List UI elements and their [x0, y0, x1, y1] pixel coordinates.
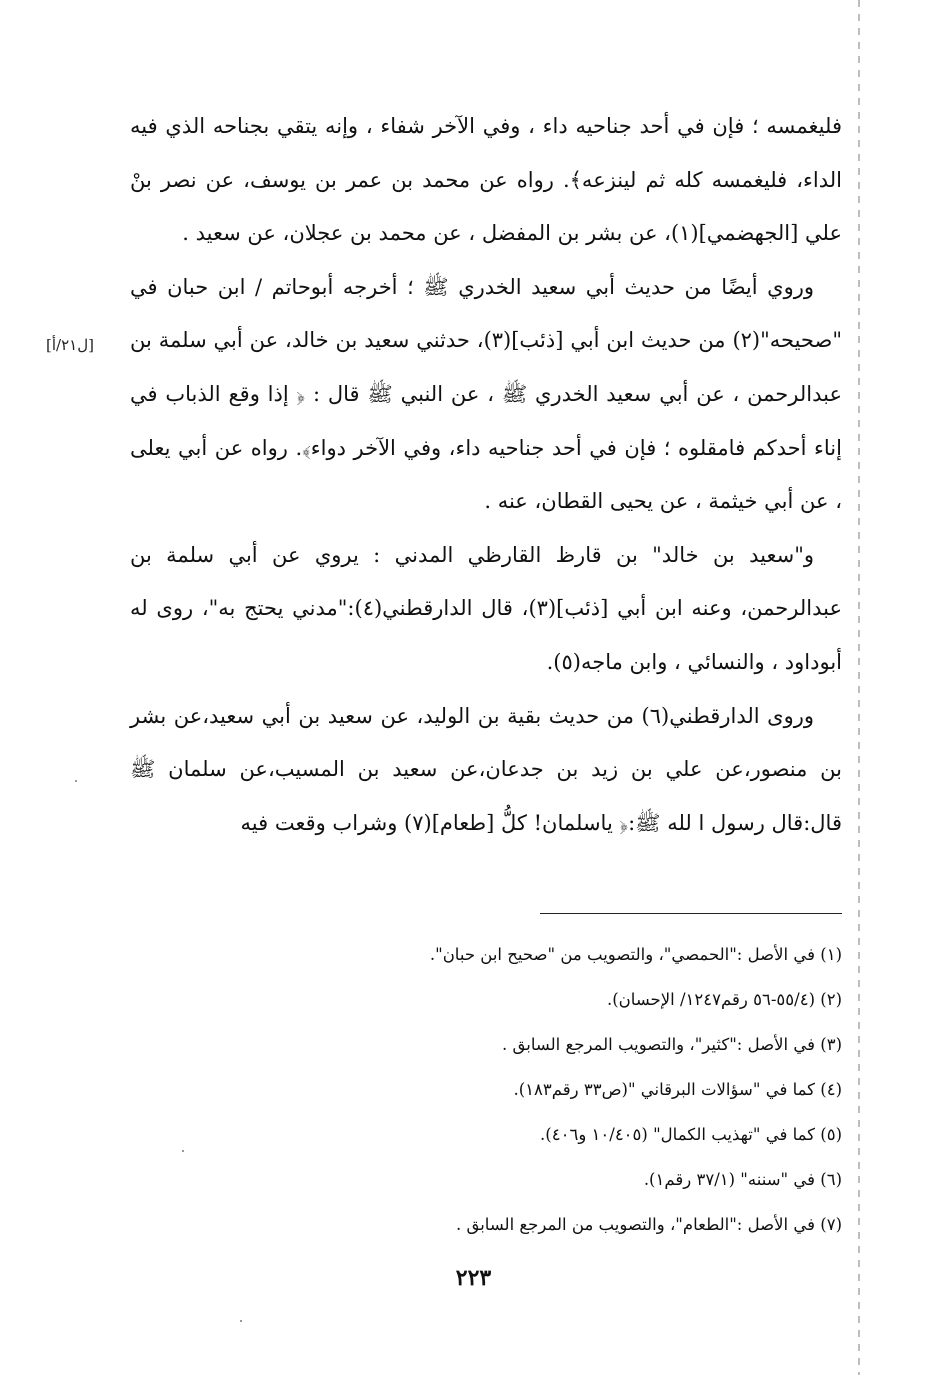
paragraph-1: فليغمسه ؛ فإن في أحد جناحيه داء ، وفي الآخر شفاء ، وإنه يتقي بجناحه الذي فيه الداء، فليغمسه كله ثم لينزعه﴾. رواه عن محمد بن عمر بن يوسف، عن نصر بنْ علي [الجهضمي](١)، عن بشر بن المفضل ، عن محمد بن عجلان، عن سعيد .	[130, 114, 842, 246]
scan-speck	[75, 780, 77, 782]
footnote-3: (٣) في الأصل :"كثير"، والتصويب المرجع السابق .	[502, 1035, 842, 1054]
paragraph-4: وروى الدارقطني(٦) من حديث بقية بن الوليد، عن سعيد بن أبي سعيد،عن بشر بن منصور،عن علي بن زيد بن جدعان،عن سعيد بن المسيب،عن سلمان ﷺ قال:قال رسول ا لله ﷺ:﴿ ياسلمان! كلُّ [طعام](٧) وشراب وقعت فيه	[130, 703, 842, 835]
scan-speck	[240, 1320, 242, 1322]
footnote-6: (٦) في "سننه" (٣٧/١ رقم١).	[643, 1170, 842, 1189]
footnote-4: (٤) كما في "سؤالات البرقاني "(ص٣٣ رقم١٨٣).	[513, 1080, 842, 1099]
footnote-5: (٥) كما في "تهذيب الكمال" (١٠/٤٠٥ و٤٠٦).	[540, 1125, 842, 1144]
footnote-separator	[540, 913, 842, 914]
scan-speck	[182, 1150, 184, 1152]
scan-edge-dots	[858, 0, 860, 1375]
paragraph-2: وروي أيضًا من حديث أبي سعيد الخدري ﷺ ؛ أخرجه أبوحاتم / ابن حبان في "صحيحه"(٢) من حديث ابن أبي [ذئب](٣)، حدثني سعيد بن خالد، عن أبي سلمة بن عبدالرحمن ، عن أبي سعيد الخدري ﷺ ، عن النبي ﷺ قال : ﴿ إذا وقع الذباب في إناء أحدكم فامقلوه ؛ فإن في أحد جناحيه داء، وفي الآخر دواء﴾. رواه عن أبي يعلى ، عن أبي خيثمة ، عن يحيى القطان، عنه .	[130, 274, 842, 514]
page-number: ٢٢٣	[455, 1265, 492, 1291]
manuscript-folio-reference: [ل٢١/أ]	[46, 336, 94, 354]
paragraph-3: و"سعيد بن خالد" بن قارظ القارظي المدني : يروي عن أبي سلمة بن عبدالرحمن، وعنه ابن أبي [ذئب](٣)، قال الدارقطني(٤):"مدني يحتج به"، روى له أبوداود ، والنسائي ، وابن ماجه(٥).	[130, 542, 842, 674]
footnote-7: (٧) في الأصل :"الطعام"، والتصويب من المرجع السابق .	[455, 1215, 842, 1234]
footnote-1: (١) في الأصل :"الحمصي"، والتصويب من "صحيح ابن حبان".	[429, 945, 842, 964]
main-text	[130, 100, 842, 850]
footnotes	[300, 932, 842, 1247]
footnote-2: (٢) (٥٥/٤-٥٦ رقم١٢٤٧/ الإحسان).	[607, 990, 842, 1009]
